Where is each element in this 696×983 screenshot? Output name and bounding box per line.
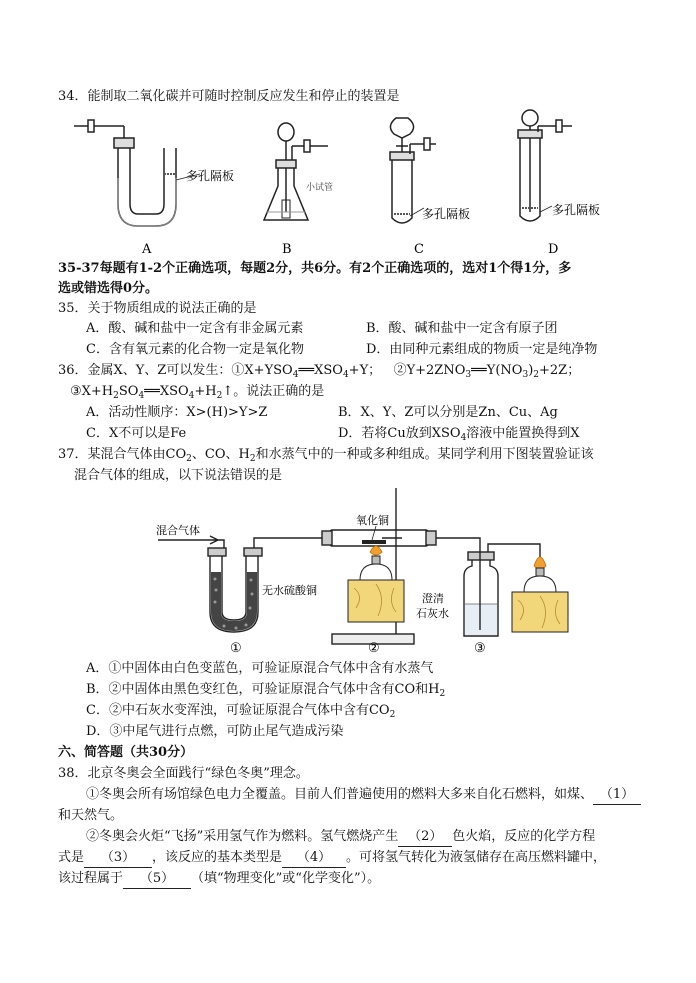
- q38-paragraph1-tail: 和天然气。: [58, 808, 124, 823]
- section-note-line2: 选或错选得0分。: [58, 281, 159, 296]
- q36-option-d: D．若将Cu放到$XSO_4$溶液中能置换得到X: [338, 426, 580, 443]
- q37-label-lime2: 石灰水: [416, 607, 449, 620]
- blank-3[interactable]: （3）: [84, 849, 152, 868]
- q36-reaction-3: $③X+H_2SO_4══XSO_4+H_2↑$。说法正确的是: [70, 384, 325, 401]
- section6-title: 六、简答题（共30分）: [58, 745, 194, 760]
- blank-2[interactable]: （2）: [398, 828, 452, 847]
- q34-label-porous-a: 多孔隔板: [186, 169, 235, 183]
- q37-stem-line2: 混合气体的组成，以下说法错误的是: [74, 468, 283, 483]
- q34-option-b: B: [282, 242, 292, 257]
- q34-label-small-tube: 小试管: [306, 183, 334, 193]
- q36-stem: 36．金属X、Y、Z可以发生：: [58, 363, 232, 378]
- q36-option-c: C．X不可以是Fe: [86, 426, 187, 441]
- q35-option-a: A．酸、碱和盐中一定含有非金属元素: [86, 321, 304, 336]
- blank-5[interactable]: （5）: [123, 870, 191, 889]
- blank-1[interactable]: （1）: [593, 786, 641, 805]
- q34-stem: 34．能制取二氧化碳并可随时控制反应发生和停止的装置是: [58, 89, 400, 104]
- apparatus-a: [74, 120, 200, 226]
- q37-label-cuso4: 无水硫酸铜: [262, 584, 317, 597]
- alcohol-lamp-2: [512, 557, 568, 632]
- q38-paragraph4: 该过程属于 （5） （填“物理变化”或“化学变化”）。: [58, 870, 380, 889]
- cuo-powder: [362, 540, 386, 544]
- q34-label-porous-d: 多孔隔板: [552, 203, 601, 217]
- cuso4-granules: [211, 572, 257, 631]
- q37-option-c: C．②中石灰水变浑浊，可验证原混合气体中含有$CO_2$: [86, 703, 396, 720]
- blank-4[interactable]: （4）: [282, 849, 346, 868]
- q35-option-c: C．含有氧元素的化合物一定是氧化物: [86, 342, 304, 357]
- q37-label-lime1: 澄清: [422, 592, 444, 605]
- q38-paragraph3: 式是 （3） ，该反应的基本类型是 （4） 。可将氢气转化为液氢储存在高压燃料罐中，: [58, 849, 606, 868]
- q38-paragraph1: ①冬奥会所有场馆绿色电力全覆盖。目前人们普遍使用的燃料大多来自化石燃料，如煤、 （1）: [86, 786, 641, 805]
- q35-stem: 35．关于物质组成的说法正确的是: [58, 301, 257, 316]
- q35-option-d: D．由同种元素组成的物质一定是纯净物: [366, 342, 598, 357]
- q36-option-b: B．X、Y、Z可以分别是Zn、Cu、Ag: [338, 405, 558, 420]
- section-note-line1: 35-37每题有1-2个正确选项，每题2分，共6分。有2个正确选项的，选对1个得1分，多: [58, 261, 572, 276]
- q36-option-a: A．活动性顺序：X>(H)>Y>Z: [86, 405, 268, 420]
- q34-apparatus-figure: [60, 108, 660, 258]
- q34-option-d: D: [548, 242, 559, 257]
- q37-option-a: A．①中固体由白色变蓝色，可验证原混合气体中含有水蒸气: [86, 661, 434, 676]
- q37-option-b: B．②中固体由黑色变红色，可验证原混合气体中含有CO和$H_2$: [86, 682, 446, 699]
- q38-paragraph2: ②冬奥会火炬“飞扬”采用氢气作为燃料。氢气燃烧产生 （2） 色火焰，反应的化学方程: [86, 828, 595, 847]
- q34-option-c: C: [414, 242, 424, 257]
- q37-option-d: D．③中尾气进行点燃，可防止尾气造成污染: [86, 724, 344, 739]
- q37-apparatus-figure: [150, 484, 580, 656]
- q37-stem-line1: 37．某混合气体由$CO_2$、CO、$H_2$和水蒸气中的一种或多种组成。某同学利用下图装置验证该: [58, 447, 594, 464]
- q37-label-cuo: 氧化铜: [356, 514, 389, 527]
- q34-label-porous-c: 多孔隔板: [422, 207, 471, 221]
- apparatus-b: [264, 123, 328, 220]
- q37-label-num3: ③: [474, 641, 486, 656]
- q35-option-b: B．酸、碱和盐中一定含有原子团: [366, 321, 558, 336]
- q37-label-num2: ②: [368, 641, 380, 656]
- q36-reaction-1: $①X+YSO_4══XSO_4+Y$；: [231, 363, 382, 380]
- q37-label-gas: 混合气体: [156, 524, 200, 537]
- q37-label-num1: ①: [230, 641, 242, 656]
- q38-stem: 38．北京冬奥会全面践行“绿色冬奥”理念。: [58, 766, 309, 781]
- q36-reaction-2: $②Y+2ZNO_3══Y(NO_3)_2+2Z$；: [393, 363, 581, 380]
- q36-stem-line1: [58, 362, 580, 384]
- q34-option-a: A: [142, 242, 152, 257]
